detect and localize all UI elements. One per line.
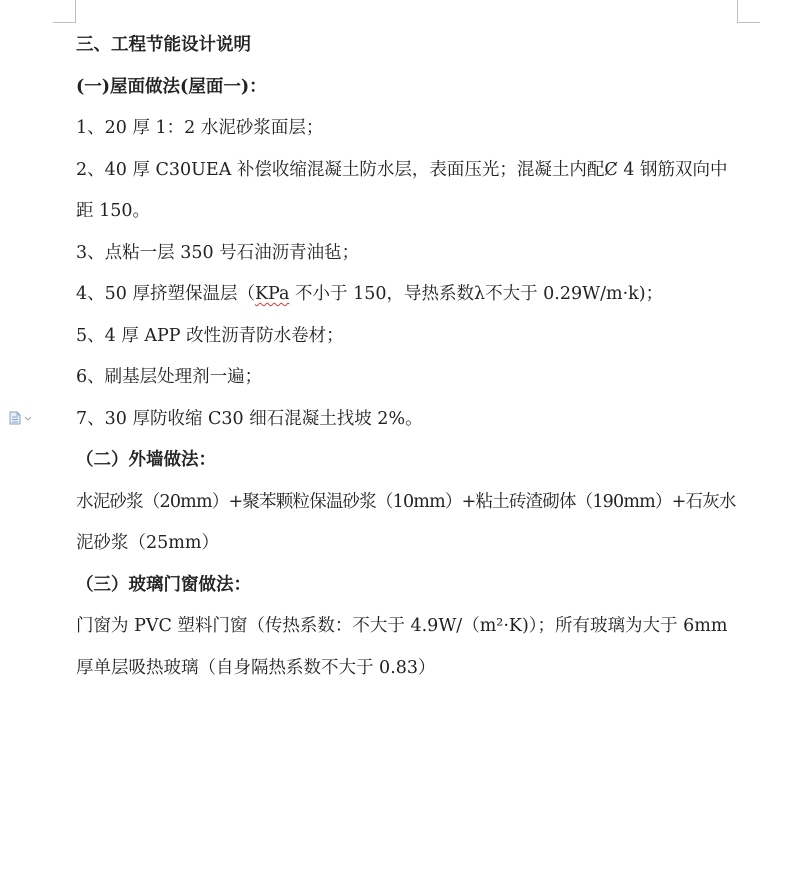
- roof-item-3: 3、点粘一层 350 号石油沥青油毡；: [76, 242, 360, 263]
- roof-item-4-suffix: 不小于 150，导热系数λ不大于 0.29W/m·k)；: [289, 284, 664, 304]
- window-line-2: 厚单层吸热玻璃（自身隔热系数不大于 0.83）: [76, 657, 436, 678]
- roof-item-4: [76, 274, 738, 316]
- roof-item-7: 7、30 厚防收缩 C30 细石混凝土找坡 2%。: [76, 408, 423, 429]
- roof-item-2-line-1: 2、40 厚 C30UEA 补偿收缩混凝土防水层，表面压光；混凝土内配Ȼ 4 钢筋双向中: [76, 159, 728, 180]
- wall-line-1: 水泥砂浆（20mm）+聚苯颗粒保温砂浆（10mm）+粘土砖渣砌体（190mm）+石灰水: [76, 491, 736, 512]
- window-line-1: 门窗为 PVC 塑料门窗（传热系数：不大于 4.9W/（m²·K)）；所有玻璃为大于 6mm: [76, 616, 728, 636]
- window-heading: （三）玻璃门窗做法：: [76, 574, 251, 595]
- roof-item-5: 5、4 厚 APP 改性沥青防水卷材；: [76, 325, 344, 346]
- spellcheck-flagged-word[interactable]: KPa: [254, 284, 290, 304]
- top-left-margin-mark: [53, 0, 76, 23]
- document-paragraph-icon[interactable]: [9, 410, 35, 424]
- paragraph-marker-svg: [9, 411, 35, 425]
- roof-item-1: 1、20 厚 1：2 水泥砂浆面层；: [76, 118, 324, 138]
- roof-item-4-prefix: 4、50 厚挤塑保温层（: [76, 284, 255, 304]
- roof-heading: (一)屋面做法(屋面一)：: [76, 76, 267, 97]
- wall-heading: （二）外墙做法：: [76, 450, 216, 470]
- roof-item-2-line-2: 距 150。: [76, 201, 150, 221]
- wall-line-2: 泥砂浆（25mm）: [76, 533, 219, 553]
- roof-item-6: 6、刷基层处理剂一遍；: [76, 367, 263, 387]
- section-title: 三、工程节能设计说明: [76, 35, 251, 55]
- top-right-margin-mark: [737, 0, 760, 23]
- document-body[interactable]: [76, 25, 738, 689]
